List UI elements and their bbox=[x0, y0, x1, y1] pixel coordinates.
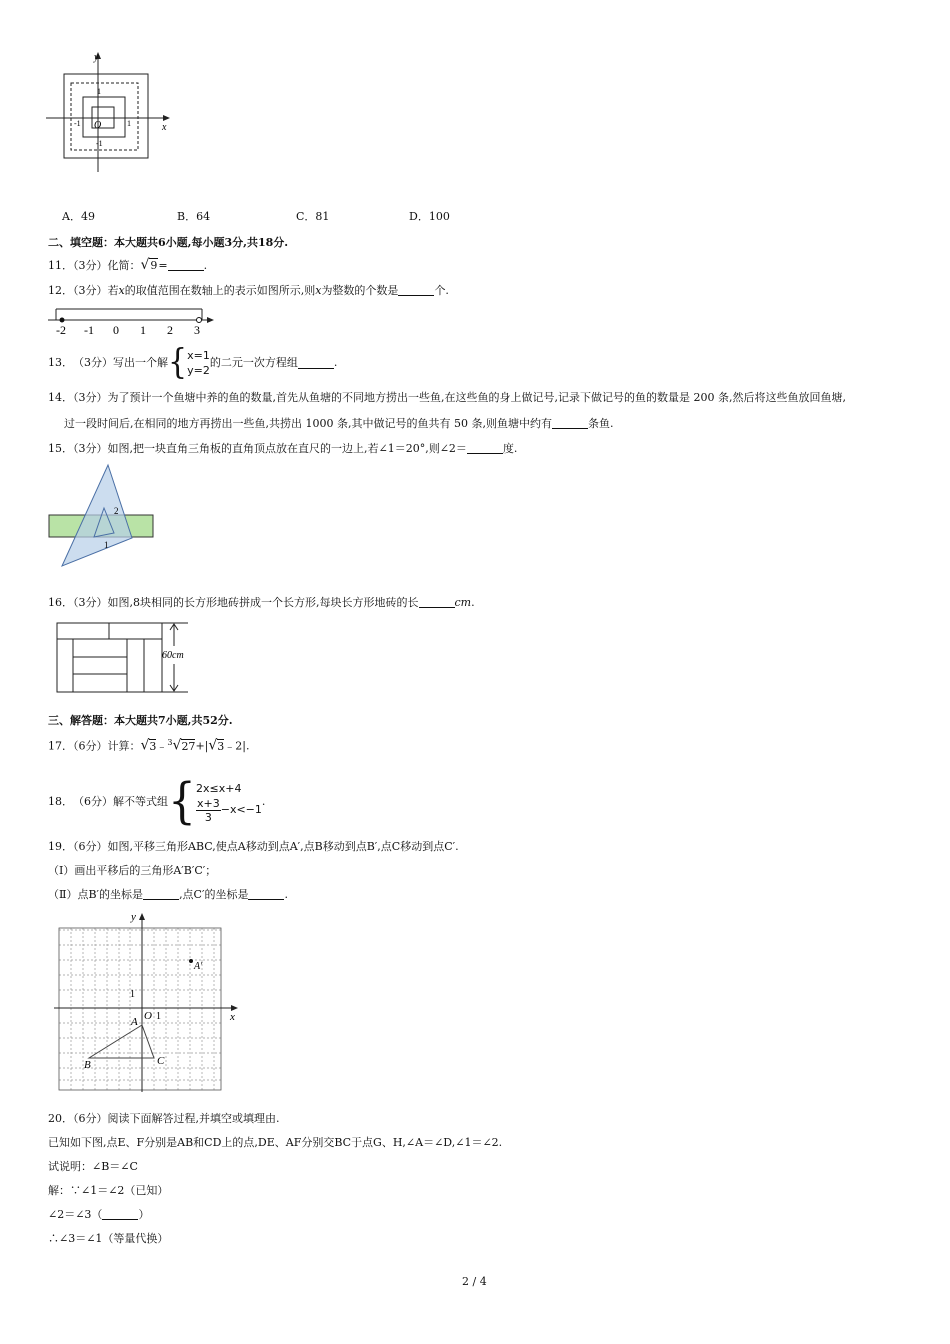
q18-score: （6分） bbox=[73, 795, 113, 808]
q13-score: （3分） bbox=[73, 356, 113, 369]
q17-minus: ﹣ bbox=[156, 739, 168, 753]
question-16 bbox=[48, 596, 475, 610]
q18-brace: { bbox=[168, 773, 196, 830]
question-18 bbox=[48, 773, 266, 830]
q14-score: （3分） bbox=[73, 391, 108, 404]
q15-score: （3分） bbox=[73, 442, 108, 455]
numberline-label-m1: -1 bbox=[84, 323, 94, 337]
q16-end: . bbox=[471, 596, 475, 609]
q13-eq2: y=2 bbox=[187, 364, 210, 377]
sqrt-symbol: √ bbox=[140, 737, 150, 754]
height-60cm-label: 60cm bbox=[162, 650, 184, 661]
q13-text-b: 的二元一次方程组 bbox=[209, 356, 298, 369]
point-c-label: C bbox=[157, 1055, 165, 1067]
q11-radicand: 9 bbox=[150, 259, 158, 272]
numberline-label-0: 0 bbox=[113, 323, 119, 337]
section-solve-heading: 三、解答题：本大题共7小题,共52分. bbox=[48, 714, 233, 727]
q16-text: 如图,8块相同的长方形地砖拼成一个长方形,每块长方形地砖的长 bbox=[107, 596, 419, 609]
q18-ineq1: 2x≤x+4 bbox=[196, 781, 242, 795]
q17-root-index: 3 bbox=[167, 738, 173, 747]
q12-text-c: 为整数的个数是 bbox=[321, 284, 399, 297]
q17-tail: ﹣2|. bbox=[224, 739, 250, 753]
question-20-given: 已知如下图,点E、F分别是AB和CD上的点,DE、AF分别交BC于点G、H,∠A＝∠D,∠1＝∠2. bbox=[48, 1136, 503, 1149]
cbrt-symbol: √ bbox=[172, 737, 182, 754]
point-b-label: B bbox=[84, 1059, 91, 1071]
point-a-label: A bbox=[131, 1016, 138, 1028]
q20-sol2a: ∠2＝∠3（ bbox=[48, 1208, 103, 1221]
axis-y-label: y bbox=[94, 52, 99, 63]
q15-number: 15． bbox=[48, 442, 73, 455]
numberline-label-3: 3 bbox=[194, 323, 200, 337]
axis-x-label: x bbox=[162, 122, 167, 133]
q17-score: （6分） bbox=[73, 739, 108, 753]
sqrt-symbol: √ bbox=[140, 257, 150, 273]
q17-radicand-3: 3 bbox=[217, 739, 225, 753]
angle-2-label: 2 bbox=[114, 506, 119, 516]
grid-y-unit-label: 1 bbox=[130, 989, 135, 1000]
question-12 bbox=[48, 284, 449, 298]
q15-text: 如图,把一块直角三角板的直角顶点放在直尺的一边上,若∠1＝20°,则∠2＝ bbox=[107, 442, 467, 455]
q17-number: 17． bbox=[48, 739, 73, 753]
nested-squares-figure bbox=[44, 50, 174, 175]
ruler-triangle-figure bbox=[46, 462, 158, 570]
question-14-line-1 bbox=[48, 391, 846, 405]
q16-unit: cm bbox=[454, 596, 472, 609]
q19-number: 19． bbox=[48, 840, 73, 853]
q16-number: 16． bbox=[48, 596, 73, 609]
q13-eq1: x=1 bbox=[187, 349, 210, 362]
q18-system bbox=[196, 781, 262, 824]
tick-label-top: 1 bbox=[97, 87, 101, 96]
q11-answer-blank[interactable] bbox=[168, 259, 204, 271]
grid-axis-x-label: x bbox=[230, 1011, 235, 1023]
q18-fraction bbox=[196, 797, 221, 824]
q20-reason-blank[interactable] bbox=[102, 1208, 138, 1220]
origin-label: O bbox=[94, 120, 102, 131]
q17-text: 计算： bbox=[107, 739, 141, 753]
q16-answer-blank[interactable] bbox=[419, 596, 455, 608]
q13-number: 13． bbox=[48, 356, 73, 369]
q19-answer-blank-b[interactable] bbox=[143, 888, 179, 900]
question-19-part-2 bbox=[48, 888, 288, 902]
question-20-solution-3: ∴∠3＝∠1（等量代换） bbox=[48, 1232, 169, 1245]
q16-score: （3分） bbox=[73, 596, 108, 609]
grid-origin-label: O bbox=[144, 1010, 152, 1022]
q13-brace: { bbox=[168, 342, 188, 383]
q19-part2a: （Ⅱ）点B′的坐标是 bbox=[48, 888, 144, 901]
q20-number: 20． bbox=[48, 1112, 73, 1125]
q19-part2c: . bbox=[284, 888, 288, 901]
q18-text: 解不等式组 bbox=[113, 795, 168, 808]
tiles-figure bbox=[56, 620, 196, 696]
q11-score: （3分） bbox=[73, 259, 108, 272]
question-13 bbox=[48, 342, 338, 383]
page-number: 2 / 4 bbox=[462, 1275, 487, 1288]
grid-axis-y-label: y bbox=[131, 911, 136, 923]
question-20-prove: 试说明：∠B＝∠C bbox=[48, 1160, 138, 1173]
question-20-solution-1: 解：∵∠1＝∠2（已知） bbox=[48, 1184, 169, 1197]
q17-plus-abs: +| bbox=[195, 739, 209, 753]
question-20-solution-2 bbox=[48, 1208, 149, 1222]
q15-end: 度. bbox=[502, 442, 518, 455]
q19-part2b: ,点C′的坐标是 bbox=[179, 888, 249, 901]
q14-line1: 为了预计一个鱼塘中养的鱼的数量,首先从鱼塘的不同地方捞出一些鱼,在这些鱼的身上做记号,记录下做记号的鱼的数量是 200 条,然后将这些鱼放回鱼塘, bbox=[107, 391, 846, 404]
q12-var-1: x bbox=[118, 284, 125, 297]
q13-text-a: 写出一个解 bbox=[113, 356, 168, 369]
q13-end: . bbox=[333, 356, 338, 369]
q11-text: 化简： bbox=[107, 259, 141, 272]
q20-text: 阅读下面解答过程,并填空或填理由. bbox=[107, 1112, 280, 1125]
grid-x-unit-label: 1 bbox=[156, 1011, 161, 1022]
tick-label-left: -1 bbox=[74, 119, 81, 128]
q12-end: 个. bbox=[434, 284, 449, 297]
q18-ineq2 bbox=[196, 797, 262, 824]
q12-number: 12． bbox=[48, 284, 73, 297]
question-17 bbox=[48, 736, 250, 754]
sqrt-symbol: √ bbox=[208, 737, 218, 754]
q13-system bbox=[187, 348, 210, 378]
point-a-prime-label: A′ bbox=[194, 961, 203, 972]
choice-c: C．81 bbox=[296, 210, 330, 223]
choice-d: D．100 bbox=[409, 210, 450, 223]
q11-number: 11． bbox=[48, 259, 73, 272]
q18-ineq2-tail: −x<−1 bbox=[220, 803, 262, 816]
q12-text-b: 的取值范围在数轴上的表示如图所示,则 bbox=[124, 284, 316, 297]
question-14-line-2 bbox=[64, 417, 613, 431]
q14-line2b: 条鱼. bbox=[587, 417, 614, 430]
q12-text-a: 若 bbox=[107, 284, 119, 297]
numberline-label-2: 2 bbox=[167, 323, 173, 337]
q20-score: （6分） bbox=[73, 1112, 108, 1125]
section-fill-in-heading: 二、填空题：本大题共6小题,每小题3分,共18分. bbox=[48, 236, 289, 249]
question-19 bbox=[48, 840, 459, 854]
q14-line2a: 过一段时间后,在相同的地方再捞出一些鱼,共捞出 1000 条,其中做记号的鱼共有 50 条,则鱼塘中约有 bbox=[64, 417, 552, 430]
numberline-label-m2: -2 bbox=[56, 323, 66, 337]
q18-number: 18． bbox=[48, 795, 73, 808]
q19-text: 如图,平移三角形ABC,使点A移动到点A′,点B移动到点B′,点C移动到点C′. bbox=[107, 840, 459, 853]
q15-answer-blank[interactable] bbox=[467, 442, 503, 454]
choice-b: B．64 bbox=[177, 210, 211, 223]
q17-radicand-1: 3 bbox=[149, 739, 157, 753]
question-15 bbox=[48, 442, 517, 456]
q18-end: . bbox=[261, 795, 266, 808]
tick-label-bottom: -1 bbox=[96, 139, 103, 148]
coordinate-grid-figure bbox=[50, 908, 250, 1096]
q12-var-2: x bbox=[315, 284, 322, 297]
numberline-label-1: 1 bbox=[140, 323, 146, 337]
q14-number: 14． bbox=[48, 391, 73, 404]
q12-answer-blank[interactable] bbox=[398, 284, 434, 296]
q19-answer-blank-c[interactable] bbox=[248, 888, 284, 900]
question-11 bbox=[48, 258, 207, 273]
tick-label-right: 1 bbox=[127, 119, 131, 128]
q18-fraction-den: 3 bbox=[204, 810, 212, 824]
choice-a: A．49 bbox=[62, 210, 95, 223]
q11-end: . bbox=[203, 259, 208, 272]
angle-1-label: 1 bbox=[104, 540, 109, 550]
number-line-figure bbox=[46, 302, 218, 338]
q14-answer-blank[interactable] bbox=[552, 417, 588, 429]
q20-sol2b: ） bbox=[138, 1208, 150, 1221]
q18-fraction-num: x+3 bbox=[197, 796, 220, 810]
q11-equals: = bbox=[158, 259, 168, 272]
q13-answer-blank[interactable] bbox=[298, 357, 334, 369]
q19-score: （6分） bbox=[73, 840, 108, 853]
q12-score: （3分） bbox=[73, 284, 108, 297]
q17-radicand-2: 27 bbox=[181, 739, 196, 753]
question-20 bbox=[48, 1112, 280, 1126]
question-19-part-1: （Ⅰ）画出平移后的三角形A′B′C′； bbox=[48, 864, 217, 877]
